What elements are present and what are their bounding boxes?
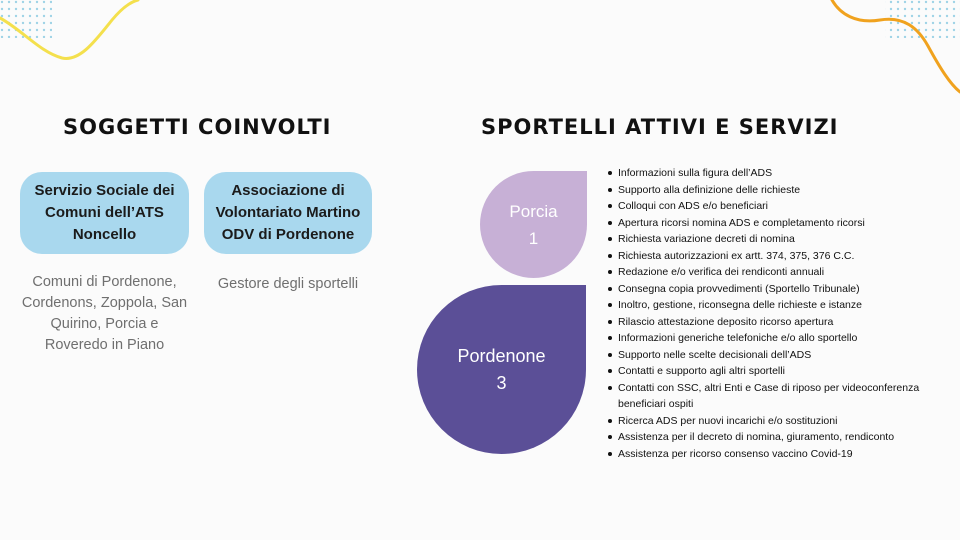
entity-name: Associazione di Volontariato Martino ODV di Pordenone bbox=[215, 182, 361, 243]
service-item: Assistenza per ricorso consenso vaccino Covid-19 bbox=[607, 446, 947, 463]
service-item: Redazione e/o verifica dei rendiconti annuali bbox=[607, 264, 947, 281]
dot-grid-top-left bbox=[0, 0, 52, 38]
service-item: Ricerca ADS per nuovi incarichi e/o sostituzioni bbox=[607, 413, 947, 430]
service-item: Rilascio attestazione deposito ricorso apertura bbox=[607, 314, 947, 331]
sportello-pordenone-badge bbox=[417, 285, 586, 454]
entity-card-associazione bbox=[204, 172, 372, 254]
service-item: Informazioni generiche telefoniche e/o allo sportello bbox=[607, 330, 947, 347]
service-item: Assistenza per il decreto di nomina, giuramento, rendiconto bbox=[607, 429, 947, 446]
service-item: Informazioni sulla figura dell’ADS bbox=[607, 165, 947, 182]
right-section-title: SPORTELLI ATTIVI E SERVIZI bbox=[481, 115, 839, 139]
sportello-porcia-badge bbox=[480, 171, 587, 278]
sportello-name: Pordenone bbox=[457, 345, 546, 366]
service-item: Consegna copia provvedimenti (Sportello Tribunale) bbox=[607, 281, 947, 298]
service-item: Contatti con SSC, altri Enti e Case di riposo per videoconferenza beneficiari ospiti bbox=[607, 380, 947, 413]
entity-name: Servizio Sociale dei Comuni dell’ATS Noncello bbox=[34, 182, 175, 243]
service-item: Supporto nelle scelte decisionali dell’ADS bbox=[607, 347, 947, 364]
services-list bbox=[607, 165, 947, 462]
service-item: Supporto alla definizione delle richieste bbox=[607, 182, 947, 199]
sportello-name: Porcia bbox=[509, 201, 558, 221]
service-item: Richiesta autorizzazioni ex artt. 374, 375, 376 C.C. bbox=[607, 248, 947, 265]
service-item: Inoltro, gestione, riconsegna delle richieste e istanze bbox=[607, 297, 947, 314]
sportello-count: 3 bbox=[496, 372, 507, 393]
entity-description: Gestore degli sportelli bbox=[217, 276, 359, 292]
sportello-count: 1 bbox=[528, 228, 539, 248]
service-item: Contatti e supporto agli altri sportelli bbox=[607, 363, 947, 380]
service-item: Apertura ricorsi nomina ADS e completamento ricorsi bbox=[607, 215, 947, 232]
service-item: Richiesta variazione decreti di nomina bbox=[607, 231, 947, 248]
entity-card-servizio-sociale bbox=[20, 172, 189, 254]
service-item: Colloqui con ADS e/o beneficiari bbox=[607, 198, 947, 215]
left-section-title: SOGGETTI COINVOLTI bbox=[63, 115, 332, 139]
entity-description: Comuni di Pordenone, Cordenons, Zoppola, San Quirino, Porcia e Roveredo in Piano bbox=[21, 274, 188, 353]
